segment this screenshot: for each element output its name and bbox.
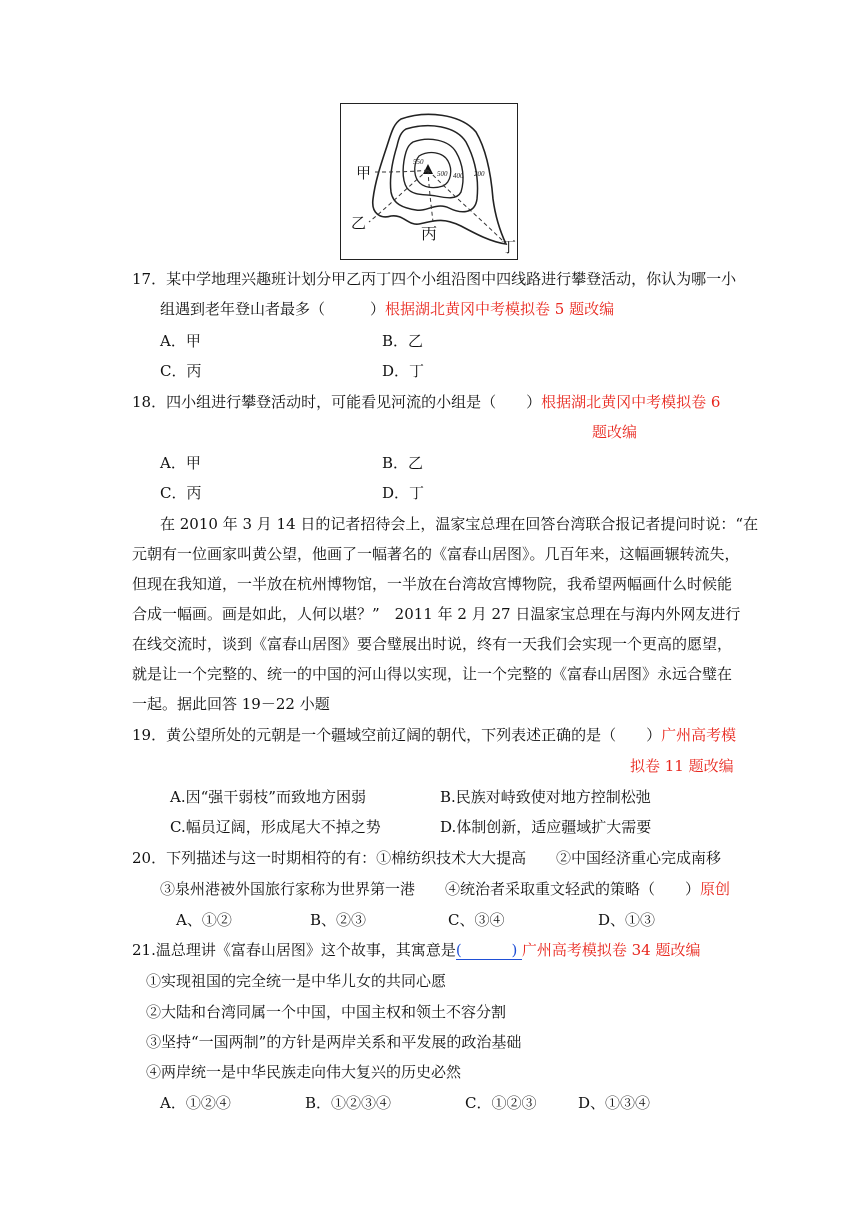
- q20-stem-2: ③泉州港被外国旅行家称为世界第一港 ④统治者采取重文轻武的策略（ ）: [160, 880, 701, 898]
- q19-line1: [132, 724, 736, 745]
- q17-source: 根据湖北黄冈中考模拟卷 5 题改编: [385, 300, 615, 318]
- q21-option-a: A．①②④: [160, 1094, 231, 1112]
- q18-option-b: B．乙: [382, 454, 424, 472]
- q18-source-1: 根据湖北黄冈中考模拟卷 6: [541, 393, 721, 411]
- q19-source-1: 广州高考模: [661, 726, 737, 744]
- q21-item-4: ④两岸统一是中华民族走向伟大复兴的历史必然: [146, 1063, 462, 1081]
- contour-label-200: 200: [474, 170, 485, 178]
- contour-label-500: 500: [437, 170, 448, 178]
- q19-option-b: B.民族对峙致使对地方控制松弛: [440, 788, 651, 806]
- passage-line-4: 合成一幅画。画是如此，人何以堪？” 2011 年 2 月 27 日温家宝总理在与海内外网友进行: [132, 605, 741, 623]
- contour-label-550: 550: [413, 158, 424, 166]
- q20-option-b: B、②③: [310, 911, 367, 929]
- contour-label-400: 400: [453, 172, 464, 180]
- map-label-yi: 乙: [351, 214, 367, 232]
- q18-source-2: 题改编: [592, 423, 638, 441]
- contour-500: [403, 139, 463, 198]
- q21-source: 广州高考模拟卷 34 题改编: [521, 941, 701, 959]
- route-jia: [374, 170, 428, 172]
- passage-line-1: 在 2010 年 3 月 14 日的记者招待会上，温家宝总理在回答台湾联合报记者提问时说：“在: [160, 515, 759, 533]
- q20-option-d: D、①③: [598, 911, 656, 929]
- passage-line-5: 在线交流时，谈到《富春山居图》要合璧展出时说，终有一天我们会实现一个更高的愿望，: [132, 635, 733, 653]
- q21-answer-blank: ( ): [456, 942, 522, 960]
- q17-option-a: A．甲: [160, 332, 201, 350]
- q21-item-1: ①实现祖国的完全统一是中华儿女的共同心愿: [146, 972, 447, 990]
- q17-option-c: C．丙: [160, 362, 202, 380]
- q19-option-a: A.因“强干弱枝”而致地方困弱: [170, 788, 366, 806]
- passage-line-7: 一起。据此回答 19－22 小题: [132, 695, 330, 713]
- q20-line1b: ②中国经济重心完成南移: [556, 849, 722, 867]
- passage-line-3: 但现在我知道，一半放在杭州博物馆，一半放在台湾故宫博物院，我希望两幅画什么时候能: [132, 575, 733, 593]
- passage-line-6: 就是让一个完整的、统一的中国的河山得以实现，让一个完整的《富春山居图》永远合璧在: [132, 665, 733, 683]
- q17-option-d: D．丁: [382, 362, 425, 380]
- q19-option-d: D.体制创新，适应疆域扩大需要: [440, 818, 652, 836]
- map-label-ding: 丁: [501, 238, 517, 256]
- q20-option-c: C、③④: [448, 911, 505, 929]
- q19-source-2: 拟卷 11 题改编: [630, 757, 734, 775]
- map-label-bing: 丙: [421, 224, 438, 243]
- q17-line2: [160, 298, 614, 319]
- q17-stem: 组遇到老年登山者最多（ ）: [160, 300, 386, 318]
- q21-item-2: ②大陆和台湾同属一个中国，中国主权和领土不容分割: [146, 1003, 507, 1021]
- q20-source: 原创: [700, 880, 731, 898]
- q18-option-d: D．丁: [382, 484, 425, 502]
- q17-line1: 17．某中学地理兴趣班计划分甲乙丙丁四个小组沿图中四线路进行攀登活动，你认为哪一小: [132, 270, 737, 288]
- q18-line1: [132, 391, 720, 412]
- contour-map-figure: [340, 103, 518, 260]
- q19-option-c: C.幅员辽阔，形成尾大不掉之势: [170, 818, 381, 836]
- q17-option-b: B．乙: [382, 332, 424, 350]
- q21-option-d: D、①③④: [578, 1094, 651, 1112]
- passage-line-2: 元朝有一位画家叫黄公望，他画了一幅著名的《富春山居图》。几百年来，这幅画辗转流失，: [132, 545, 740, 563]
- q19-stem: 19．黄公望所处的元朝是一个疆域空前辽阔的朝代，下列表述正确的是（ ）: [132, 726, 662, 744]
- q20-line2: [160, 878, 730, 899]
- q18-stem: 18．四小组进行攀登活动时，可能看见河流的小组是（ ）: [132, 393, 542, 411]
- q18-option-a: A．甲: [160, 454, 201, 472]
- q21-line1: [132, 939, 700, 960]
- q21-option-c: C．①②③: [465, 1094, 537, 1112]
- q21-item-3: ③坚持“一国两制”的方针是两岸关系和平发展的政治基础: [146, 1033, 522, 1051]
- q18-option-c: C．丙: [160, 484, 202, 502]
- q20-option-a: A、①②: [176, 911, 232, 929]
- map-label-jia: 甲: [356, 164, 372, 182]
- q21-option-b: B．①②③④: [305, 1094, 392, 1112]
- q21-stem: 21.温总理讲《富春山居图》这个故事，其寓意是: [132, 941, 456, 959]
- q20-line1a: 20．下列描述与这一时期相符的有：①棉纺织技术大大提高: [132, 849, 527, 867]
